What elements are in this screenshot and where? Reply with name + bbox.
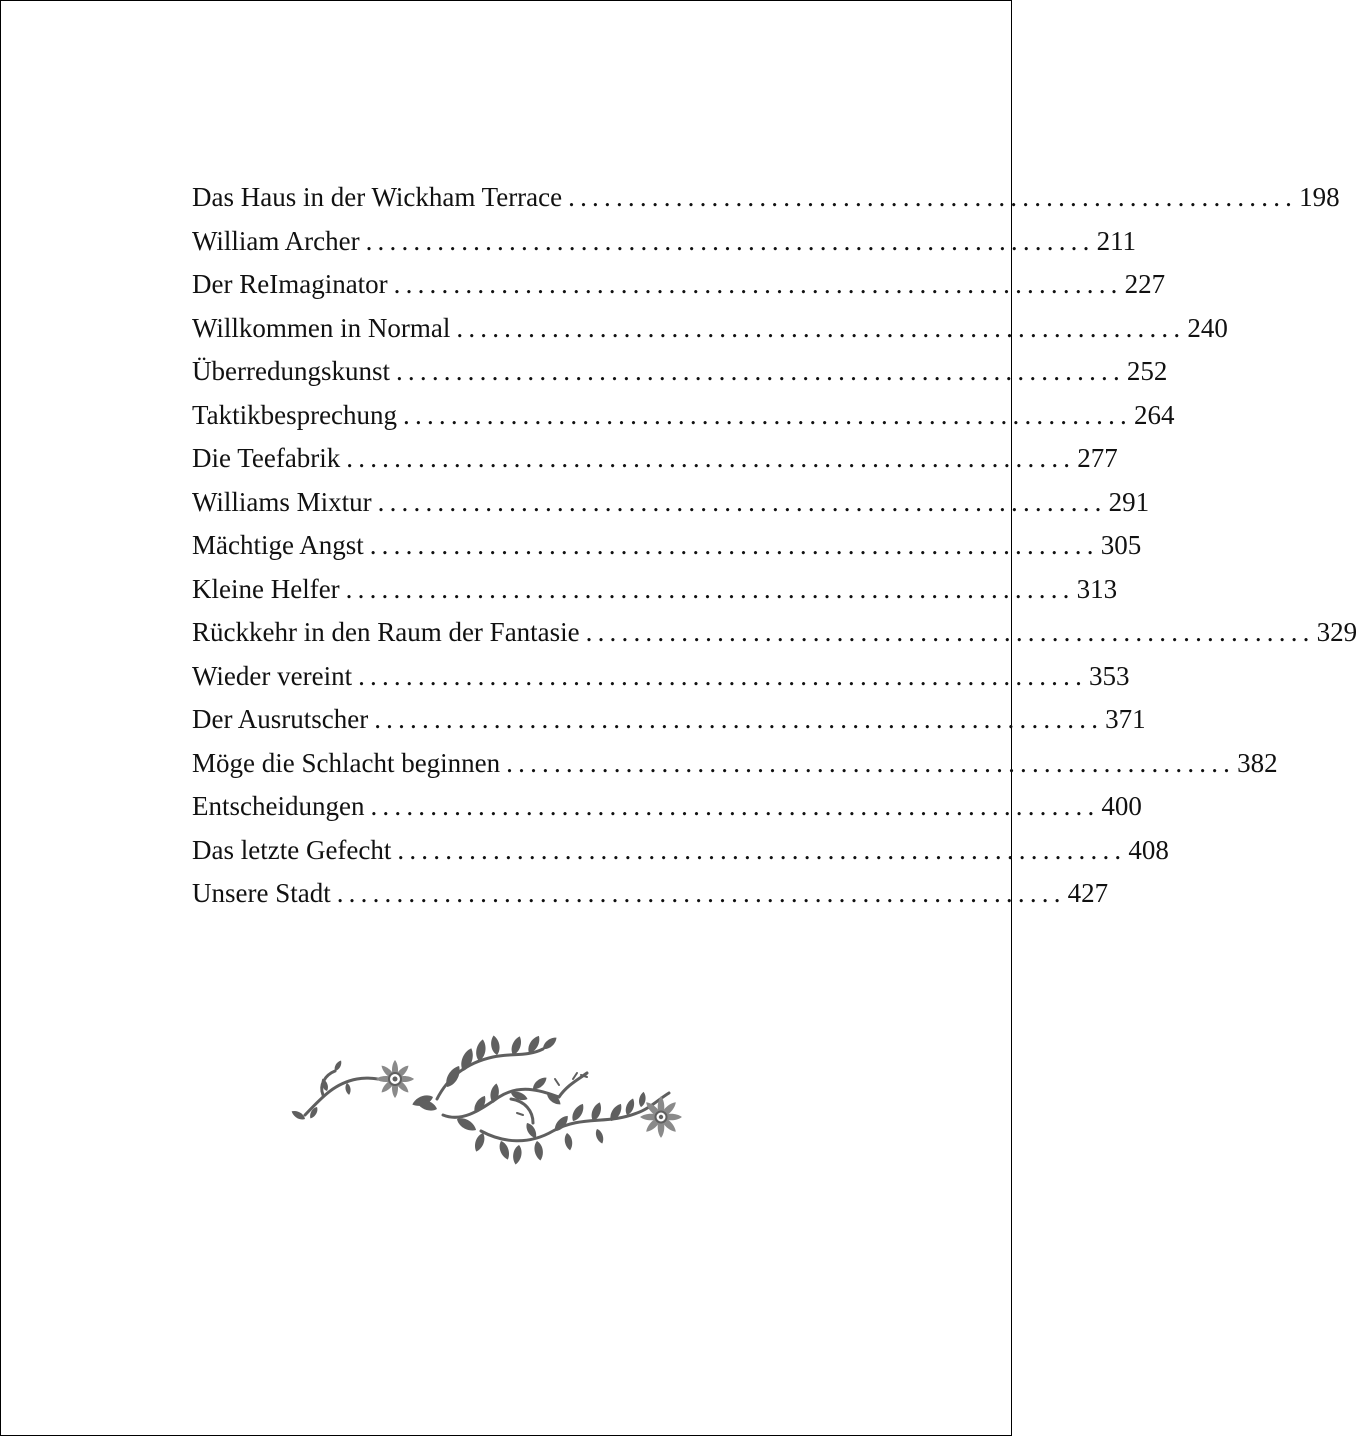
toc-entry-title: Der Ausrutscher: [192, 704, 369, 734]
toc-entry: [192, 742, 1278, 786]
toc-entry-title: Überredungskunst: [192, 356, 390, 386]
toc-entry-title: Unsere Stadt: [192, 878, 331, 908]
toc-entry: [192, 872, 1109, 916]
toc-entry-title: Das letzte Gefecht: [192, 834, 392, 865]
toc-dot-leader: .............................................................: [336, 878, 1066, 908]
toc-entry-title: Möge die Schlacht beginnen: [192, 747, 501, 778]
toc-entry-title: Willkommen in Normal: [192, 312, 451, 343]
toc-entry: [192, 394, 1175, 438]
toc-entry-page: 264: [1134, 399, 1175, 430]
toc-dot-leader: .............................................................: [585, 617, 1315, 647]
toc-entry-page: 305: [1100, 530, 1142, 560]
toc-dot-leader: .............................................................: [568, 182, 1298, 212]
toc-entry-page: 240: [1187, 312, 1228, 343]
vine-leaves: [290, 1034, 647, 1165]
flower-left-icon: [376, 1060, 414, 1098]
toc-entry: [192, 220, 1137, 264]
toc-entry: [192, 176, 1340, 220]
flower-right-icon: [640, 1096, 682, 1138]
toc-entry-page: 400: [1101, 791, 1142, 821]
toc-entry: [192, 263, 1166, 307]
toc-entry: [192, 524, 1142, 568]
toc-entry-title: Die Teefabrik: [192, 443, 341, 473]
toc-entry-page: 291: [1108, 486, 1150, 517]
toc-entry: [192, 437, 1118, 481]
toc-entry-page: 252: [1126, 356, 1168, 386]
toc-dot-leader: .............................................................: [345, 573, 1075, 604]
toc-entry: [192, 350, 1168, 394]
toc-entry: [192, 655, 1130, 699]
toc-entry-page: 313: [1076, 573, 1118, 604]
toc-entry: [192, 785, 1142, 829]
toc-dot-leader: .............................................................: [377, 486, 1107, 517]
floral-vine-ornament-icon: [297, 1027, 697, 1161]
toc-dot-leader: .............................................................: [395, 356, 1125, 386]
toc-entry-page: 382: [1237, 747, 1278, 778]
toc-dot-leader: .............................................................: [358, 660, 1088, 691]
toc-entry-page: 227: [1124, 269, 1166, 299]
toc-entry-title: William Archer: [192, 225, 360, 256]
toc-dot-leader: .............................................................: [397, 834, 1127, 865]
toc-entry-page: 211: [1096, 225, 1137, 256]
toc-entry-page: 427: [1067, 878, 1109, 908]
toc-entry-title: Wieder vereint: [192, 660, 353, 691]
toc-dot-leader: .............................................................: [393, 269, 1123, 299]
toc-entry-title: Das Haus in der Wickham Terrace: [192, 182, 563, 212]
toc-dot-leader: .............................................................: [456, 312, 1186, 343]
toc-entry-page: 371: [1105, 704, 1146, 734]
table-of-contents: [192, 176, 1357, 916]
toc-dot-leader: .............................................................: [369, 530, 1099, 560]
toc-entry-page: 329: [1316, 617, 1357, 647]
toc-entry: [192, 307, 1228, 351]
toc-entry: [192, 568, 1118, 612]
toc-dot-leader: .............................................................: [374, 704, 1104, 734]
toc-entry-title: Williams Mixtur: [192, 486, 372, 517]
toc-entry-page: 198: [1299, 182, 1340, 212]
toc-entry: [192, 829, 1169, 873]
toc-entry-title: Rückkehr in den Raum der Fantasie: [192, 617, 580, 647]
toc-entry-title: Mächtige Angst: [192, 530, 364, 560]
toc-entry: [192, 481, 1150, 525]
toc-entry-page: 408: [1128, 834, 1169, 865]
toc-dot-leader: .............................................................: [365, 225, 1095, 256]
vine-stems: [305, 1049, 669, 1141]
toc-entry-title: Entscheidungen: [192, 791, 365, 821]
toc-entry: [192, 611, 1357, 655]
toc-dot-leader: .............................................................: [346, 443, 1076, 473]
toc-entry-title: Der ReImaginator: [192, 269, 388, 299]
toc-dot-leader: .............................................................: [506, 747, 1236, 778]
toc-dot-leader: .............................................................: [403, 399, 1132, 430]
toc-entry-title: Kleine Helfer: [192, 573, 340, 604]
toc-dot-leader: .............................................................: [370, 791, 1100, 821]
toc-entry: [192, 698, 1146, 742]
toc-entry-title: Taktikbesprechung: [192, 399, 398, 430]
toc-entry-page: 277: [1077, 443, 1118, 473]
toc-entry-page: 353: [1089, 660, 1130, 691]
